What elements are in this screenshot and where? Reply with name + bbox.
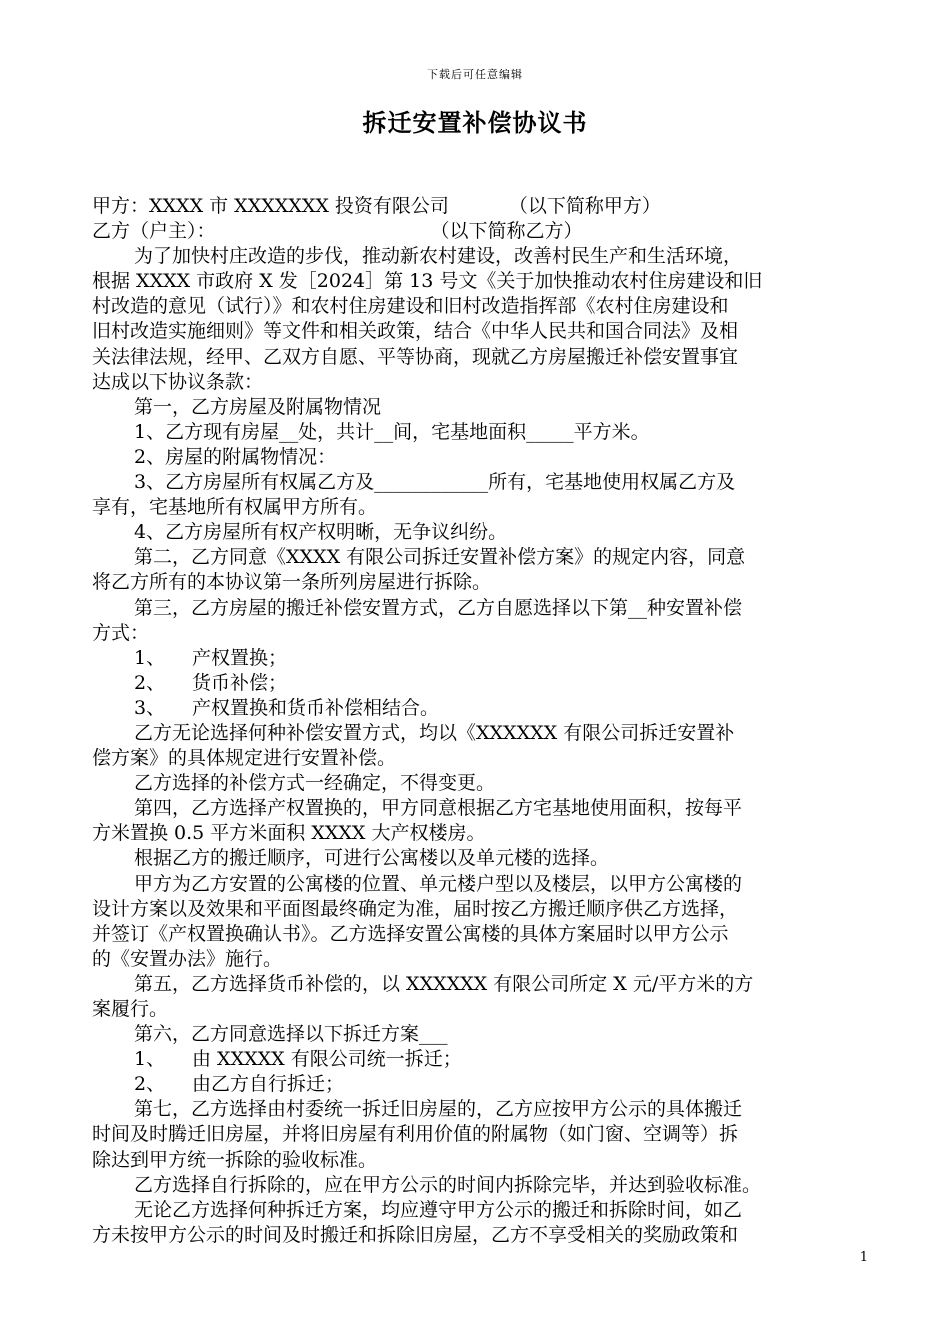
paragraph-line: 根据 XXXX 市政府 X 发［2024］第 13 号文《关于加快推动农村住房建设和旧 [92,270,763,293]
section-heading: 第二，乙方同意《XXXX 有限公司拆迁安置补偿方案》的规定内容，同意 [134,546,746,569]
page-header-note: 下载后可任意编辑 [427,68,523,81]
paragraph-line: 方米置换 0.5 平方米面积 XXXX 大产权楼房。 [92,822,486,845]
paragraph-line: 偿方案》的具体规定进行安置补偿。 [92,747,397,770]
paragraph-line: 3、乙方房屋所有权属乙方及____________所有，宅基地使用权属乙方及 [134,471,736,494]
list-item: 2、 货币补偿； [134,671,288,694]
paragraph-line: 甲方为乙方安置的公寓楼的位置、单元楼户型以及楼层，以甲方公寓楼的 [134,872,743,895]
paragraph-line: 乙方选择的补偿方式一经确定，不得变更。 [134,772,496,795]
paragraph-line: 案履行。 [92,998,169,1020]
paragraph-line: 4、乙方房屋所有权产权明晰，无争议纠纷。 [134,521,508,544]
paragraph-line: 时间及时腾迁旧房屋，并将旧房屋有利用价值的附属物（如门窗、空调等）拆 [92,1123,739,1146]
list-item: 1、 由 XXXXX 有限公司统一拆迁； [134,1048,462,1071]
list-item: 1、 产权置换； [134,646,288,669]
paragraph-line: 1、乙方现有房屋__处，共计__间，宅基地面积_____平方米。 [134,420,650,443]
paragraph-line: 关法律法规，经甲、乙双方自愿、平等协商，现就乙方房屋搬迁补偿安置事宜 [92,345,739,368]
document-body [92,194,862,1248]
list-item: 2、 由乙方自行拆迁； [134,1073,345,1096]
paragraph-line: 的《安置办法》施行。 [92,947,283,970]
paragraph-line: 2、房屋的附属物情况： [134,445,337,468]
paragraph-line: 乙方无论选择何种补偿安置方式，均以《XXXXXX 有限公司拆迁安置补 [134,721,735,744]
paragraph-line: 方式： [92,621,150,644]
document-title: 拆迁安置补偿协议书 [362,108,588,137]
paragraph-line: 并签订《产权置换确认书》。乙方选择安置公寓楼的具体方案届时以甲方公示 [92,922,729,945]
section-heading: 第三，乙方房屋的搬迁补偿安置方式，乙方自愿选择以下第__种安置补偿 [134,596,743,619]
paragraph-line: 村改造的意见（试行）》和农村住房建设和旧村改造指挥部《农村住房建设和 [92,295,729,318]
paragraph-line: 为了加快村庄改造的步伐，推动新农村建设，改善村民生产和生活环境， [134,245,743,268]
paragraph-line: 乙方选择自行拆除的，应在甲方公示的时间内拆除完毕，并达到验收标准。 [134,1173,762,1196]
paragraph-line: 设计方案以及效果和平面图最终确定为准，届时按乙方搬迁顺序供乙方选择， [92,897,739,920]
section-heading: 第四，乙方选择产权置换的，甲方同意根据乙方宅基地使用面积，按每平 [134,797,743,820]
party-a-line: 甲方：XXXX 市 XXXXXXX 投资有限公司 （以下简称甲方） [92,195,661,217]
list-item: 3、 产权置换和货币补偿相结合。 [134,696,440,719]
section-heading: 第六，乙方同意选择以下拆迁方案___ [134,1023,448,1046]
section-heading: 第一，乙方房屋及附属物情况 [134,395,382,418]
paragraph-line: 除达到甲方统一拆除的验收标准。 [92,1148,378,1171]
paragraph-line: 旧村改造实施细则》等文件和相关政策，结合《中华人民共和国合同法》及相 [92,320,739,343]
paragraph-line: 享有，宅基地所有权属甲方所有。 [92,496,378,519]
paragraph-line: 方未按甲方公示的时间及时搬迁和拆除旧房屋，乙方不享受相关的奖励政策和 [92,1223,739,1246]
page-number: 1 [859,1250,868,1265]
paragraph-line: 无论乙方选择何种拆迁方案，均应遵守甲方公示的搬迁和拆除时间，如乙 [134,1198,743,1221]
paragraph-line: 将乙方所有的本协议第一条所列房屋进行拆除。 [92,571,492,594]
paragraph-line: 根据乙方的搬迁顺序，可进行公寓楼以及单元楼的选择。 [134,847,610,870]
party-b-line: 乙方（户主）： （以下简称乙方） [92,220,583,243]
paragraph-line: 达成以下协议条款： [92,370,264,393]
section-heading: 第五，乙方选择货币补偿的，以 XXXXXX 有限公司所定 X 元/平方米的方 [134,972,754,995]
section-heading: 第七，乙方选择由村委统一拆迁旧房屋的，乙方应按甲方公示的具体搬迁 [134,1098,743,1121]
